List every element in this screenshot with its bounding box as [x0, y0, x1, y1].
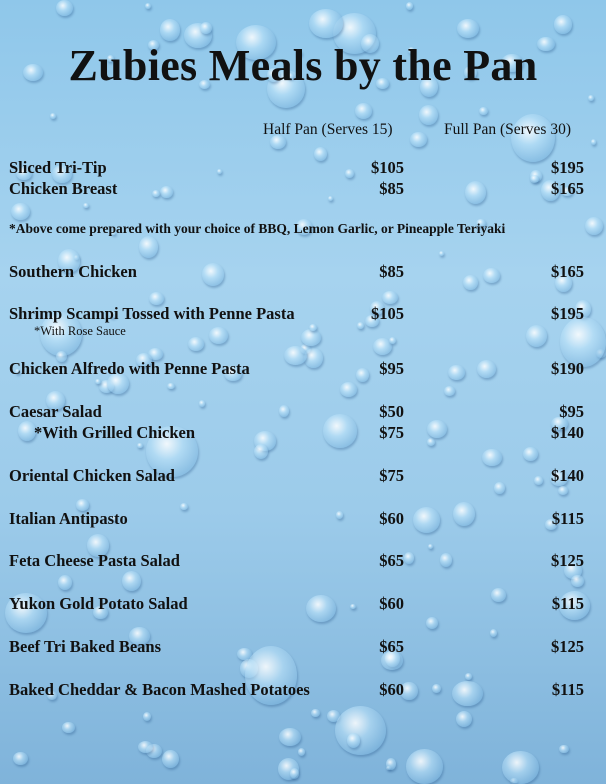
- full-pan-price: $125: [551, 637, 584, 656]
- water-drop: [152, 190, 160, 197]
- menu-item-name: Shrimp Scampi Tossed with Penne Pasta: [9, 304, 295, 323]
- water-drop: [479, 107, 488, 115]
- water-drop: [457, 19, 479, 38]
- water-drop: [167, 383, 175, 390]
- water-drop: [465, 673, 472, 680]
- water-drop: [432, 684, 441, 693]
- half-pan-price: $65: [379, 637, 404, 656]
- water-drop: [279, 405, 290, 417]
- water-drop: [199, 400, 206, 407]
- water-drop: [50, 113, 57, 119]
- water-drop: [149, 292, 164, 305]
- water-drop: [335, 706, 386, 755]
- water-drop: [328, 196, 333, 201]
- menu-item-name: Yukon Gold Potato Salad: [9, 594, 188, 613]
- full-pan-price: $140: [551, 423, 584, 442]
- water-drop: [413, 507, 441, 533]
- half-pan-price: $60: [379, 509, 404, 528]
- full-pan-price: $95: [559, 402, 584, 421]
- water-drop: [490, 629, 497, 637]
- water-drop: [188, 337, 204, 351]
- water-drop: [314, 147, 328, 161]
- water-drop: [336, 511, 342, 518]
- water-drop: [304, 348, 323, 368]
- water-drop: [530, 175, 539, 183]
- water-drop: [139, 236, 158, 258]
- half-pan-price: $75: [379, 423, 404, 442]
- water-drop: [290, 768, 300, 779]
- water-drop: [440, 553, 452, 566]
- water-drop: [463, 275, 478, 290]
- water-drop: [279, 728, 302, 746]
- water-drop: [453, 502, 475, 526]
- water-drop: [160, 19, 179, 41]
- water-drop: [217, 169, 222, 174]
- half-pan-price: $85: [379, 179, 404, 198]
- half-pan-price: $65: [379, 551, 404, 570]
- water-drop: [406, 2, 413, 10]
- menu-item-name: Italian Antipasto: [9, 509, 128, 528]
- menu-item-name: Southern Chicken: [9, 262, 137, 281]
- water-drop: [427, 438, 436, 446]
- full-pan-header: Full Pan (Serves 30): [444, 121, 572, 138]
- water-drop: [180, 503, 188, 510]
- water-drop: [62, 722, 75, 733]
- water-drop: [356, 368, 369, 383]
- water-drop: [559, 745, 569, 754]
- water-drop: [11, 203, 30, 220]
- water-drop: [209, 327, 229, 344]
- half-pan-price: $85: [379, 262, 404, 281]
- water-drop: [162, 750, 179, 768]
- full-pan-price: $190: [551, 359, 584, 378]
- water-drop: [526, 325, 547, 347]
- menu-item-name: Beef Tri Baked Beans: [9, 637, 162, 656]
- water-drop: [298, 748, 305, 756]
- full-pan-price: $140: [551, 466, 584, 485]
- water-drop: [558, 486, 569, 495]
- full-pan-price: $115: [551, 680, 584, 699]
- menu-item-name: Feta Cheese Pasta Salad: [9, 551, 180, 570]
- water-drop: [18, 421, 36, 441]
- half-pan-price: $95: [379, 359, 404, 378]
- water-drop: [145, 3, 152, 10]
- menu-item-name: Caesar Salad: [9, 402, 102, 421]
- water-drop: [389, 337, 396, 344]
- menu-item-name: Chicken Breast: [9, 179, 118, 198]
- full-pan-price: $165: [551, 262, 584, 281]
- water-drop: [386, 758, 396, 769]
- water-drop: [306, 595, 336, 623]
- menu-item-name: Chicken Alfredo with Penne Pasta: [9, 359, 250, 378]
- water-drop: [448, 365, 465, 381]
- water-drop: [160, 186, 173, 199]
- water-drop: [323, 414, 358, 448]
- water-drop: [284, 346, 307, 365]
- half-pan-price: $60: [379, 594, 404, 613]
- full-pan-price: $115: [551, 509, 584, 528]
- menu-item-name: Sliced Tri-Tip: [9, 158, 107, 177]
- water-drop: [491, 588, 506, 602]
- menu-item-name: *With Grilled Chicken: [34, 423, 196, 442]
- menu-item-note: *With Rose Sauce: [34, 324, 126, 338]
- full-pan-price: $125: [551, 551, 584, 570]
- half-pan-price: $105: [371, 158, 404, 177]
- water-drop: [95, 379, 101, 385]
- water-drop: [137, 443, 142, 447]
- water-drop: [382, 291, 398, 304]
- water-drop: [143, 712, 151, 722]
- water-drop: [426, 617, 439, 629]
- water-drop: [456, 711, 473, 728]
- water-drop: [340, 382, 357, 397]
- water-drop: [585, 217, 603, 235]
- sauce-footnote: *Above come prepared with your choice of BBQ, Lemon Garlic, or Pineapple Teriyaki: [9, 221, 506, 236]
- water-drop: [202, 263, 224, 286]
- full-pan-price: $165: [551, 179, 584, 198]
- water-drop: [502, 751, 539, 784]
- water-drop: [56, 0, 73, 16]
- menu-item-name: Baked Cheddar & Bacon Mashed Potatoes: [9, 680, 310, 699]
- water-drop: [404, 552, 415, 564]
- water-drop: [452, 681, 483, 706]
- half-pan-price: $50: [379, 402, 404, 421]
- water-drop: [301, 329, 322, 346]
- water-drop: [482, 449, 501, 466]
- full-pan-price: $195: [551, 304, 584, 323]
- water-drop: [523, 447, 538, 461]
- water-drop: [13, 752, 28, 765]
- full-pan-price: $115: [551, 594, 584, 613]
- water-drop: [588, 95, 594, 102]
- water-drop: [571, 575, 583, 587]
- water-drop: [347, 733, 361, 748]
- water-drop: [477, 360, 497, 379]
- water-drop: [350, 604, 356, 609]
- water-drop: [444, 386, 455, 396]
- water-drop: [427, 420, 447, 438]
- water-drop: [591, 139, 597, 145]
- water-drop: [355, 103, 373, 119]
- page-title: Zubies Meals by the Pan: [68, 41, 538, 90]
- water-drop: [554, 15, 573, 34]
- water-drop: [534, 476, 543, 485]
- water-drop: [410, 132, 427, 146]
- water-drop: [83, 203, 89, 209]
- water-drop: [428, 544, 434, 550]
- full-pan-price: $195: [551, 158, 584, 177]
- water-drop: [419, 105, 438, 125]
- water-drop: [357, 322, 363, 329]
- water-drop: [311, 709, 320, 717]
- water-drop: [406, 749, 442, 784]
- water-drop: [122, 571, 141, 591]
- water-drop: [309, 9, 343, 38]
- water-drop: [58, 575, 73, 590]
- water-drop: [483, 268, 500, 284]
- water-drop: [345, 169, 354, 178]
- half-pan-price: $60: [379, 680, 404, 699]
- water-drop: [254, 444, 268, 459]
- half-pan-header: Half Pan (Serves 15): [263, 121, 393, 138]
- menu-item-name: Oriental Chicken Salad: [9, 466, 175, 485]
- half-pan-price: $105: [371, 304, 404, 323]
- water-drop: [465, 181, 486, 204]
- water-drop: [439, 251, 444, 256]
- half-pan-price: $75: [379, 466, 404, 485]
- water-drop: [200, 22, 212, 34]
- water-drop: [494, 482, 505, 495]
